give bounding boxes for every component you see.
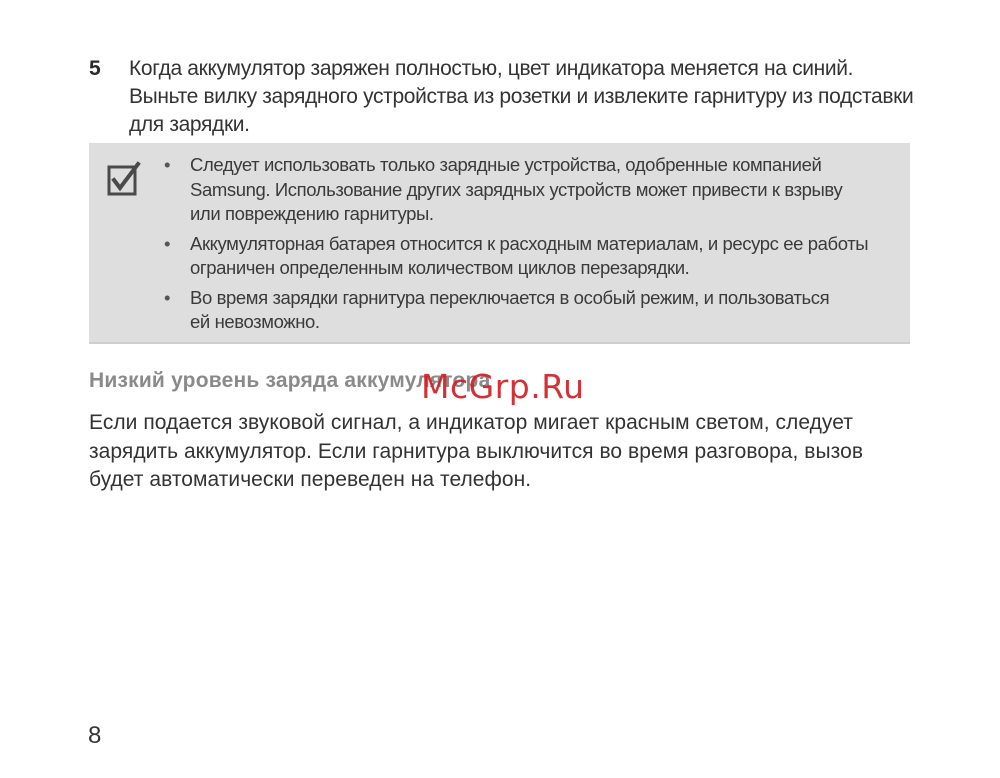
note-line: ей невозможно. <box>190 311 320 332</box>
step-line: для зарядки. <box>129 113 250 136</box>
note-box <box>89 143 910 344</box>
note-line: ограничен определенным количеством циклов перезарядки. <box>190 257 690 278</box>
step-text <box>129 55 919 139</box>
note-item <box>164 153 894 227</box>
checkbox-check-icon <box>107 161 141 197</box>
note-item <box>164 286 894 335</box>
step-5 <box>89 55 919 139</box>
note-item <box>164 232 894 281</box>
bullet-icon: • <box>164 232 171 254</box>
body-line: будет автоматически переведен на телефон. <box>89 468 532 491</box>
note-line: Samsung. Использование других зарядных устройств может привести к взрыву <box>190 178 843 200</box>
note-line: Аккумуляторная батарея относится к расходным материалам, и ресурс ее работы <box>190 232 869 254</box>
note-line: Следует использовать только зарядные устройства, одобренные компанией <box>190 154 822 175</box>
step-number: 5 <box>89 57 101 80</box>
step-line: Когда аккумулятор заряжен полностью, цвет индикатора меняется на синий. <box>129 57 854 80</box>
note-list <box>164 153 894 340</box>
note-line: Во время зарядки гарнитура переключается в особый режим, и пользоваться <box>190 286 830 308</box>
page-number: 8 <box>88 722 102 749</box>
step-line: Выньте вилку зарядного устройства из розетки и извлеките гарнитуру из подставки <box>129 85 914 108</box>
note-line: или повреждению гарнитуры. <box>190 203 434 224</box>
section-title: Низкий уровень заряда аккумулятора <box>89 369 491 392</box>
bullet-icon: • <box>164 154 171 175</box>
body-line: Если подается звуковой сигнал, а индикатор мигает красным светом, следует <box>89 411 853 434</box>
bullet-icon: • <box>164 286 171 308</box>
section-body <box>89 409 919 495</box>
body-line: зарядить аккумулятор. Если гарнитура выключится во время разговора, вызов <box>89 439 864 463</box>
watermark: McGrp.Ru <box>421 367 585 406</box>
